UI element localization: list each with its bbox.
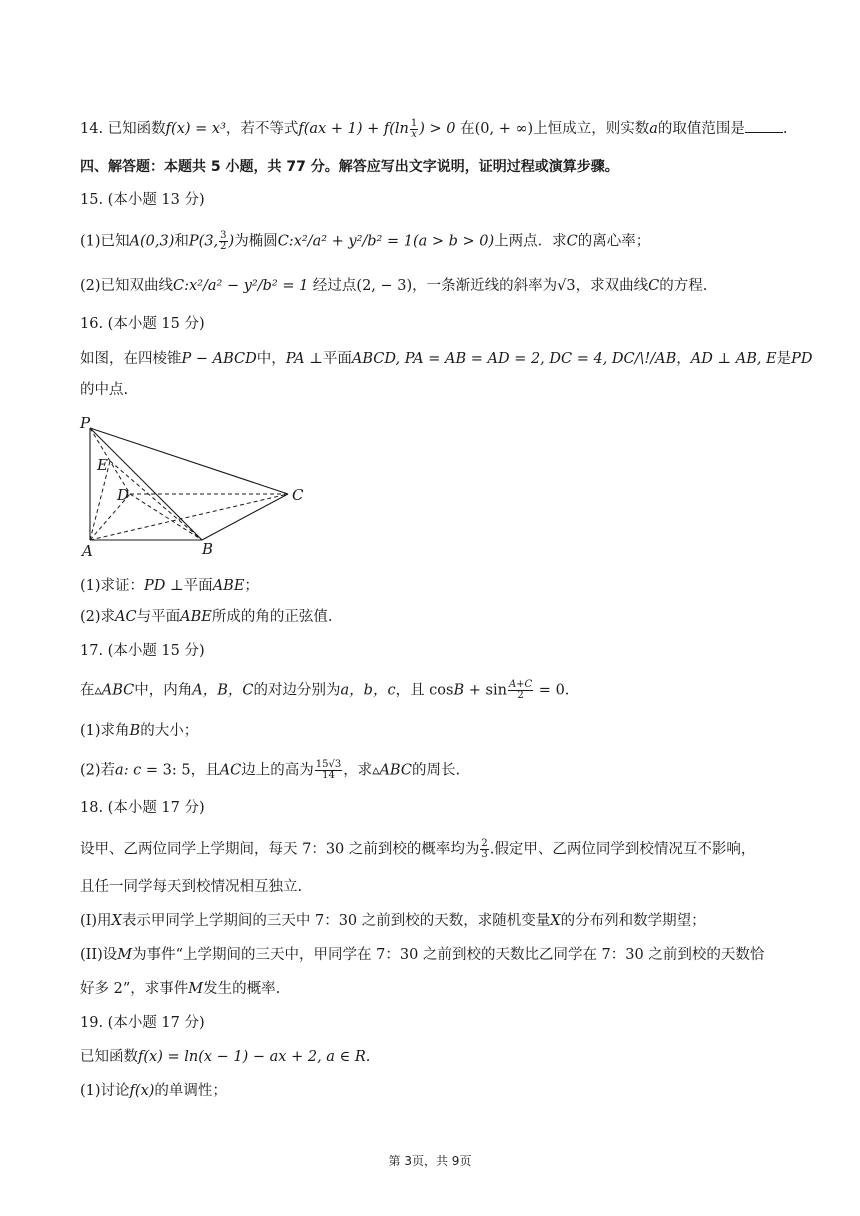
math: B [129,723,141,739]
text: 已知函数 [80,1049,138,1065]
text: 中，内角 [134,682,193,699]
fraction [219,231,227,252]
math: M [188,981,204,997]
text: 中， [256,351,286,367]
question-17-header: 17. (本小题 15 分) [80,643,205,659]
text: ； [244,578,259,594]
text: 和 [174,233,189,250]
q14-math: a [649,121,658,137]
q14-text: 14. 已知函数 [80,121,166,137]
text: 的离心率； [577,233,651,250]
text: ⊥平面 [165,578,213,594]
text: 为事件“上学期间的三天中，甲同学在 7：30 之前到校的天数比乙同学在 7：30 之前到校的天数恰 [132,947,765,963]
label-B: B [202,540,214,558]
section-heading: 四、解答题：本题共 5 小题，共 77 分。解答应写出文字说明，证明过程或演算步骤。 [80,159,619,175]
question-19-header: 19. (本小题 17 分) [80,1015,205,1031]
math: PA [285,351,305,367]
text: 好多 2”，求事件 [80,981,189,997]
label-D: D [117,486,130,504]
label-E: E [97,456,108,474]
pyramid-figure [76,412,316,560]
text: 与平面 [136,609,181,625]
text: 设甲、乙两位同学上学期间，每天 7：30 之前到校的概率均为 [80,841,480,858]
question-18-stem-cont: 且任一同学每天到校情况相互独立. [80,879,303,895]
question-15-header: 15. (本小题 13 分) [80,192,205,208]
text: 的对边分别为 [253,682,341,699]
math: PD [144,578,166,594]
math: ▵ABC [94,682,135,699]
math: P(3, [188,233,219,250]
question-17-stem [80,680,569,701]
text: ，求 [343,762,373,779]
math: ABE [212,578,245,594]
text: (1)已知 [80,233,130,250]
question-18-header: 18. (本小题 17 分) [80,800,205,816]
fraction-denominator: 2 [517,690,524,701]
math: A(0,3) [129,233,175,250]
fraction-denominator: x [411,128,417,140]
question-14 [80,118,787,140]
math: A，B，C [192,682,254,699]
q14-text: 在(0, + ∞)上恒成立，则实数 [455,121,650,137]
fraction-numerator: 1 [410,117,418,129]
question-18-stem [80,839,755,860]
math: AC [219,762,242,779]
question-16-header: 16. (本小题 15 分) [80,316,205,332]
text: 的分布列和数学期望； [560,913,706,929]
text: (1)求证： [80,578,145,594]
text: (I)用 [80,913,112,929]
question-17-part-1 [80,721,198,741]
math: M [117,947,133,963]
text: 是 [776,351,792,367]
text: = 3: 5，且 [141,762,220,779]
fraction-numerator: 15√3 [315,759,342,770]
math: x²/a² − y²/b² = 1 [189,278,309,294]
text: ⊥平面 [304,351,352,367]
text: (1)讨论 [80,1083,130,1099]
text: 边上的高为 [241,762,314,779]
text: .假定甲、乙两位同学到校情况互不影响， [489,841,756,858]
math: AC [115,609,137,625]
label-A: A [82,542,93,560]
edge-BC [202,494,288,540]
question-18-part-1 [80,911,706,931]
math: X [550,913,561,929]
math: ABCD, PA = AB = AD = 2, DC = 4, DC/\!/AB [351,351,677,367]
question-16-part-1 [80,576,259,596]
fraction [508,680,533,701]
text: 的周长. [411,762,461,779]
q14-text: . [782,121,788,137]
math: B [453,682,465,699]
edge-PC [90,428,288,494]
math: C [648,278,660,294]
fraction [410,119,418,140]
text: 为椭圆 [234,233,278,250]
text: (2)求 [80,609,116,625]
text: = 0. [534,682,570,699]
math: a: c [115,762,142,779]
text: 的大小； [140,723,199,739]
q14-math: ) > 0 [419,121,456,137]
fraction-denominator: 14 [322,770,335,781]
question-16-stem-cont: 的中点. [80,382,129,398]
text: (2)已知双曲线 [80,278,174,294]
question-19-part-1 [80,1081,227,1101]
math: ) [228,233,235,250]
math: f(x) = ln(x − 1) − ax + 2, a ∈ R. [138,1049,371,1065]
question-18-part-2-cont [80,979,280,999]
math: X [111,913,122,929]
text: 表示甲同学上学期间的三天中 7：30 之前到校的天数，求随机变量 [121,913,551,929]
fraction-denominator: 2 [220,241,227,252]
text: + sin [464,682,507,699]
math: PD [791,351,813,367]
answer-blank [745,118,783,133]
math: C: [173,278,190,294]
math: x²/a² + y²/b² = 1(a > b > 0) [293,233,495,250]
question-16-stem [80,349,813,369]
fraction [480,839,488,860]
fraction-numerator: 2 [481,838,488,849]
fraction [315,760,342,781]
text: 的方程. [659,278,708,294]
text: 所成的角的正弦值. [211,609,333,625]
page-footer: 第 3页，共 9页 [388,1154,472,1168]
math: ▵ABC [372,762,412,779]
text: 如图，在四棱锥 [80,351,182,367]
question-15-part-1 [80,231,650,252]
fraction-numerator: A+C [508,679,533,690]
text: 经过点(2, − 3)，一条渐近线的斜率为√3，求双曲线 [308,278,649,294]
fraction-denominator: 3 [481,849,488,860]
question-15-part-2 [80,276,707,296]
math: C: [277,233,294,250]
math: C [566,233,578,250]
text: (II)设 [80,947,118,963]
math: ABE [180,609,212,625]
q14-text: 的取值范围是 [657,121,745,137]
math: AD ⊥ AB, E [690,351,777,367]
edge-DB [130,494,202,540]
text: ，且 cos [395,682,454,699]
math: P − ABCD [181,351,257,367]
text: ， [676,351,691,367]
label-P: P [80,414,91,432]
question-16-part-2 [80,607,332,627]
question-18-part-2 [80,945,764,965]
math: f(x) [129,1083,155,1099]
math: a，b，c [340,682,396,699]
text: 在 [80,682,95,699]
edge-PB [90,428,202,540]
text: 上两点．求 [494,233,567,250]
text: (2)若 [80,762,116,779]
q14-math: f(x) = x³ [165,121,226,137]
label-C: C [292,486,304,504]
text: 发生的概率. [203,981,281,997]
question-17-part-2 [80,760,460,781]
text: 的单调性； [154,1083,227,1099]
q14-text: ，若不等式 [225,121,299,137]
q14-math: f(ax + 1) + f(ln [298,121,409,137]
question-19-stem [80,1047,370,1067]
fraction-numerator: 3 [220,230,227,241]
text: (1)求角 [80,723,130,739]
